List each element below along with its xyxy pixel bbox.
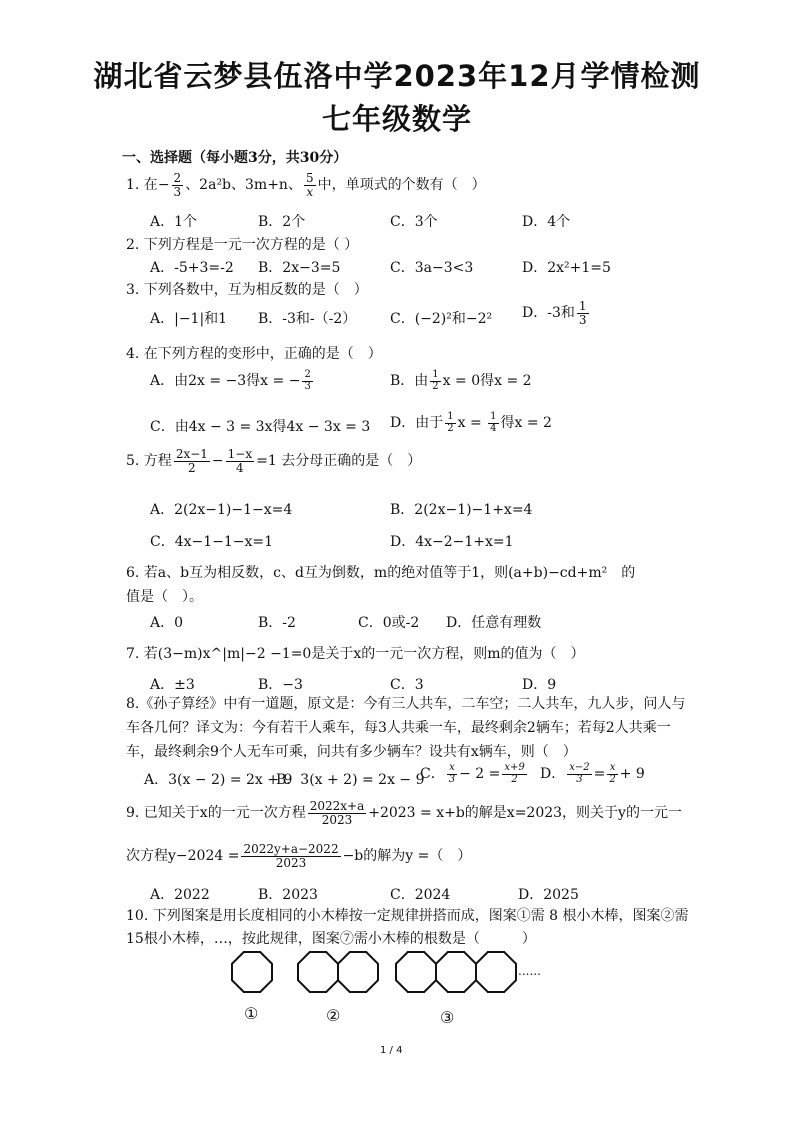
section-heading: 一、选择题（每小题3分，共30分） <box>122 150 348 166</box>
q7-option-c: C．3 <box>390 677 424 693</box>
question-1-stem: 1. 在− $\frac{2}{3}$ 、2a²b、3m+n、 $\frac{5}{x}$ 中，单项式的个数有（ ） <box>126 171 486 199</box>
question-3-stem: 3. 下列各数中，互为相反数的是（ ） <box>126 282 368 298</box>
q2-option-a: A．-5+3=-2 <box>150 260 234 276</box>
q3-option-c: C．(−2)²和−2² <box>390 311 493 327</box>
q3-option-b: B．-3和-（-2） <box>258 311 357 327</box>
question-9-line-1: 9. 已知关于x的一元一次方程 $\frac{2022x+a}{2023}$ +2023 = x+b的解是x=2023，则关于y的一元一 <box>126 799 682 827</box>
q3-option-d: D．-3和 $\frac{1}{3}$ <box>522 299 587 327</box>
octagon-pattern-figure <box>220 940 560 1030</box>
question-10-line-1: 10. 下列图案是用长度相同的小木棒按一定规律拼搭而成，图案①需 8 根小木棒，图案②需 <box>126 908 689 924</box>
question-7-stem: 7. 若(3−m)x^|m|−2 −1=0是关于x的一元一次方程，则m的值为（ ） <box>126 646 585 662</box>
question-8-line-3: 车，最终剩余9个人无车可乘，问共有多少辆车？设共有x辆车，则（ ） <box>126 744 577 760</box>
pattern-label-2: ② <box>326 1006 341 1025</box>
exam-title: 湖北省云梦县伍洛中学2023年12月学情检测 <box>93 59 701 93</box>
q4-option-a: A．由2x = −3得x = − $\frac{2}{3}$ <box>150 369 311 392</box>
q8-option-c: C． $\frac{x}{3}$ − 2 = $\frac{x+9}{2}$ <box>420 762 525 785</box>
q1-option-a: A．1个 <box>150 214 198 230</box>
q2-option-b: B．2x−3=5 <box>258 260 341 276</box>
q5-option-c: C．4x−1−1−x=1 <box>150 534 274 550</box>
pattern-1-octagon <box>232 952 272 992</box>
pattern-2-octagon-1 <box>298 952 338 992</box>
q7-option-d: D．9 <box>522 677 557 693</box>
page-number: 1 / 4 <box>380 1045 403 1056</box>
q2-option-d: D．2x²+1=5 <box>522 260 611 276</box>
q9-option-d: D．2025 <box>518 887 579 903</box>
q2-option-c: C．3a−3<3 <box>390 260 474 276</box>
pattern-ellipsis: ...... <box>518 964 541 978</box>
q5-option-b: B．2(2x−1)−1+x=4 <box>390 502 533 518</box>
q5-option-d: D．4x−2−1+x=1 <box>390 534 514 550</box>
question-2-stem: 2. 下列方程是一元一次方程的是（ ） <box>126 237 359 253</box>
q9-option-b: B．2023 <box>258 887 318 903</box>
question-4-stem: 4. 在下列方程的变形中，正确的是（ ） <box>126 346 382 362</box>
q1-option-c: C．3个 <box>390 214 438 230</box>
pattern-3-octagon-2 <box>436 952 476 992</box>
q6-option-b: B．-2 <box>258 615 296 631</box>
q8-option-b: B．3(x + 2) = 2x − 9 <box>276 772 425 788</box>
pattern-2-octagon-2 <box>338 952 378 992</box>
q1-option-d: D．4个 <box>522 214 571 230</box>
pattern-label-1: ① <box>244 1004 259 1023</box>
q9-option-a: A．2022 <box>150 887 210 903</box>
q4-option-d: D．由于 $\frac{1}{2}$ x = $\frac{1}{4}$ 得x = 2 <box>390 411 552 434</box>
q4-option-c: C．由4x − 3 = 3x得4x − 3x = 3 <box>150 419 371 435</box>
q5-option-a: A．2(2x−1)−1−x=4 <box>150 502 293 518</box>
q8-option-d: D． $\frac{x-2}{3}$ = $\frac{x}{2}$ + 9 <box>540 762 645 785</box>
q1-option-b: B．2个 <box>258 214 306 230</box>
q6-option-c: C．0或-2 <box>358 615 420 631</box>
q6-option-d: D．任意有理数 <box>446 615 542 631</box>
question-10-line-2: 15根小木棒，…，按此规律，图案⑦需小木棒的根数是（ ） <box>126 931 536 947</box>
pattern-3-octagon-3 <box>476 952 516 992</box>
q7-option-a: A．±3 <box>150 677 195 693</box>
q3-option-a: A．|−1|和1 <box>150 311 228 327</box>
question-6-line-1: 6. 若a、b互为相反数，c、d互为倒数，m的绝对值等于1，则(a+b)−cd+m² 的 <box>126 565 636 581</box>
question-6-line-2: 值是（ ）。 <box>126 589 203 605</box>
question-5-stem: 5. 方程 $\frac{2x-1}{2}$ − $\frac{1-x}{4}$ =1 去分母正确的是（ ） <box>126 447 422 475</box>
exam-subtitle: 七年级数学 <box>321 102 472 136</box>
q8-option-a: A．3(x − 2) = 2x + 9 <box>144 772 293 788</box>
q6-option-a: A．0 <box>150 615 184 631</box>
q4-option-b: B．由 $\frac{1}{2}$ x = 0得x = 2 <box>390 369 532 392</box>
question-9-line-2: 次方程y−2024 = $\frac{2022y+a-2022}{2023}$ −b的解为y =（ ） <box>126 842 472 870</box>
q7-option-b: B．−3 <box>258 677 303 693</box>
pattern-label-3: ③ <box>440 1008 455 1027</box>
question-8-line-2: 车各几何？译文为：今有若干人乘车，每3人共乘一车，最终剩余2辆车；若每2人共乘一 <box>126 720 671 736</box>
q9-option-c: C．2024 <box>390 887 451 903</box>
pattern-3-octagon-1 <box>396 952 436 992</box>
question-8-line-1: 8.《孙子算经》中有一道题，原文是：今有三人共车，二车空；二人共车，九人步，问人与 <box>126 696 686 712</box>
